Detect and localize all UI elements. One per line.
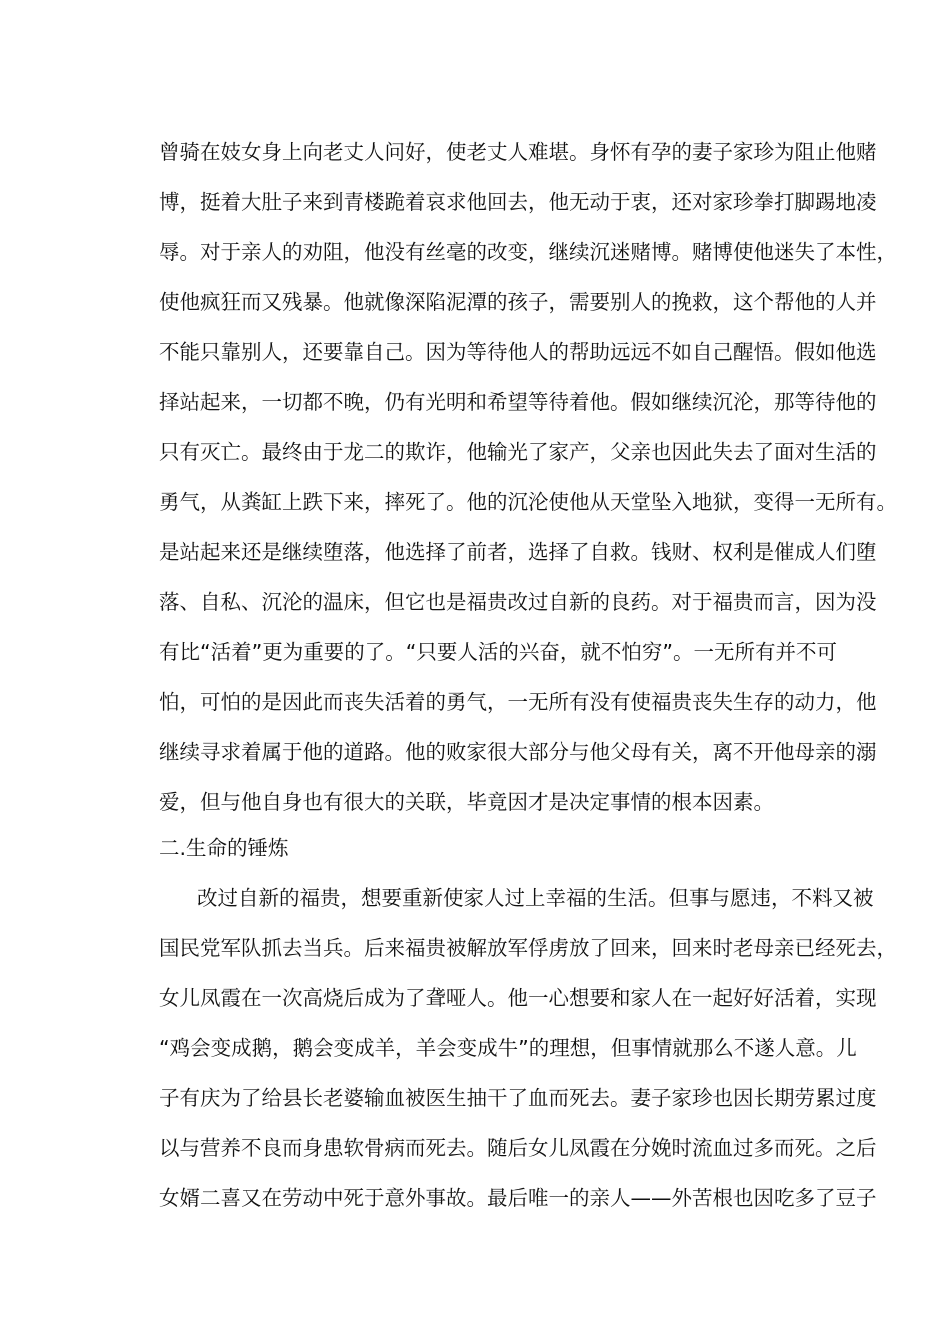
paragraph-1-line: 只有灭亡。最终由于龙二的欺诈，他输光了家产，父亲也因此失去了面对生活的	[159, 440, 877, 464]
paragraph-2-line: 国民党军队抓去当兵。后来福贵被解放军俘虏放了回来，回来时老母亲已经死去，	[159, 936, 897, 960]
paragraph-1-line: 使他疯狂而又残暴。他就像深陷泥潭的孩子，需要别人的挽救，这个帮他的人并	[159, 290, 877, 314]
paragraph-1-line: 不能只靠别人，还要靠自己。因为等待他人的帮助远远不如自己醒悟。假如他选	[159, 340, 877, 364]
paragraph-2-line: 改过自新的福贵，想要重新使家人过上幸福的生活。但事与愿违，不料又被	[197, 886, 874, 910]
paragraph-1-line: 勇气，从粪缸上跌下来，摔死了。他的沉沦使他从天堂坠入地狱，变得一无所有。	[159, 490, 897, 514]
paragraph-2-line: 女儿凤霞在一次高烧后成为了聋哑人。他一心想要和家人在一起好好活着，实现	[159, 986, 877, 1010]
paragraph-2-line: 子有庆为了给县长老婆输血被医生抽干了血而死去。妻子家珍也因长期劳累过度	[159, 1086, 877, 1110]
paragraph-1-line: 爱，但与他自身也有很大的关联，毕竟因才是决定事情的根本因素。	[159, 790, 774, 814]
paragraph-1-line: 有比“活着”更为重要的了。“只要人活的兴奋，就不怕穷”。一无所有并不可	[159, 640, 837, 664]
paragraph-2-line: “鸡会变成鹅，鹅会变成羊，羊会变成牛”的理想，但事情就那么不遂人意。儿	[159, 1036, 857, 1060]
paragraph-1-line: 曾骑在妓女身上向老丈人问好，使老丈人难堪。身怀有孕的妻子家珍为阻止他赌	[159, 140, 877, 164]
paragraph-1-line: 是站起来还是继续堕落，他选择了前者，选择了自救。钱财、权利是催成人们堕	[159, 540, 877, 564]
section-heading: 二.生命的锤炼	[159, 836, 289, 860]
paragraph-1-line: 落、自私、沉沦的温床，但它也是福贵改过自新的良药。对于福贵而言，因为没	[159, 590, 877, 614]
paragraph-1-line: 继续寻求着属于他的道路。他的败家很大部分与他父母有关，离不开他母亲的溺	[159, 740, 877, 764]
paragraph-1-line: 博，挺着大肚子来到青楼跪着哀求他回去，他无动于衷，还对家珍拳打脚踢地凌	[159, 190, 877, 214]
paragraph-1-line: 择站起来，一切都不晚，仍有光明和希望等待着他。假如继续沉沦，那等待他的	[159, 390, 877, 414]
paragraph-1-line: 怕，可怕的是因此而丧失活着的勇气，一无所有没有使福贵丧失生存的动力，他	[159, 690, 877, 714]
paragraph-2-line: 以与营养不良而身患软骨病而死去。随后女儿凤霞在分娩时流血过多而死。之后	[159, 1136, 877, 1160]
paragraph-2-line: 女婿二喜又在劳动中死于意外事故。最后唯一的亲人——外苦根也因吃多了豆子	[159, 1186, 877, 1210]
paragraph-1-line: 辱。对于亲人的劝阻，他没有丝毫的改变，继续沉迷赌博。赌博使他迷失了本性，	[159, 240, 897, 264]
